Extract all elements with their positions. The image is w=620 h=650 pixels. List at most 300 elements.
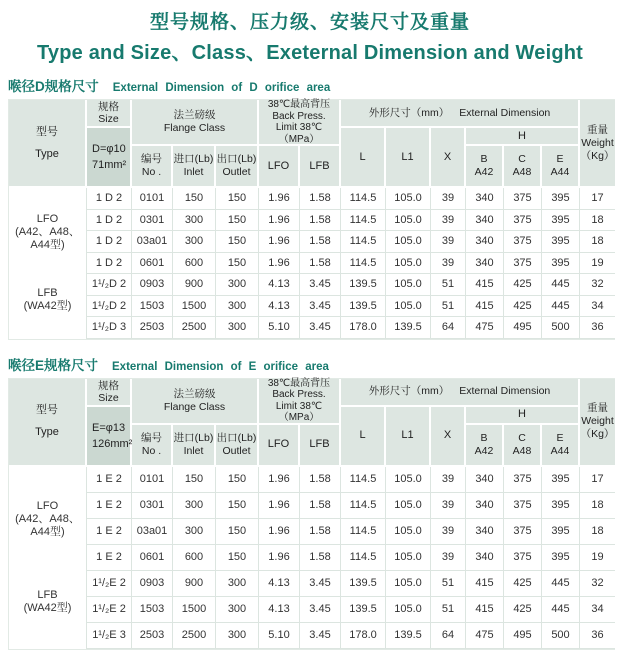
header-inlet-zh: 进口(Lb) bbox=[173, 153, 214, 165]
table-cell: 445 bbox=[542, 296, 580, 318]
header-lfb: LFB bbox=[300, 146, 341, 188]
section-d-title-en: External Dimension of D orifice area bbox=[112, 82, 331, 94]
table-cell: 39 bbox=[431, 253, 466, 275]
header-ext-en: External Dimension bbox=[459, 385, 551, 397]
table-cell: 105.0 bbox=[386, 274, 431, 296]
table-cell: 0101 bbox=[132, 467, 173, 493]
table-cell: 0301 bbox=[132, 493, 173, 519]
header-back-l2: Back Press. bbox=[272, 110, 326, 122]
header-A48: A48 bbox=[512, 444, 532, 457]
header-type-zh: 型号 bbox=[36, 404, 58, 416]
table-cell: 114.5 bbox=[341, 188, 386, 210]
header-inlet-zh: 进口(Lb) bbox=[173, 431, 214, 444]
page-title-en: Type and Size、Class、Exeternal Dimension and Weight bbox=[36, 42, 584, 64]
table-cell: 1.58 bbox=[300, 467, 341, 493]
table-cell: 475 bbox=[466, 623, 504, 649]
table-cell: 1 D 2 bbox=[87, 210, 132, 232]
table-cell: 1.96 bbox=[259, 210, 300, 232]
header-E: E bbox=[556, 431, 564, 444]
table-cell: 395 bbox=[542, 493, 580, 519]
table-cell: 375 bbox=[504, 493, 542, 519]
table-cell: 495 bbox=[504, 317, 542, 339]
header-back-l3: Limit 38℃ bbox=[275, 400, 323, 412]
header-lfb: LFB bbox=[300, 425, 341, 467]
table-cell: 105.0 bbox=[386, 597, 431, 623]
header-weight-zh: 重量 bbox=[587, 123, 608, 136]
header-size bbox=[87, 379, 132, 407]
table-cell: 0601 bbox=[132, 545, 173, 571]
table-cell: 1500 bbox=[173, 597, 216, 623]
header-flange-zh: 法兰磅级 bbox=[173, 109, 216, 121]
table-cell: 475 bbox=[466, 317, 504, 339]
header-outlet-en: Outlet bbox=[222, 444, 251, 457]
table-cell: 395 bbox=[542, 231, 580, 253]
header-L: L bbox=[341, 128, 386, 188]
table-cell: 150 bbox=[216, 253, 259, 275]
header-weight bbox=[580, 379, 615, 467]
header-H: H bbox=[466, 128, 580, 146]
type-group bbox=[15, 213, 80, 252]
header-no bbox=[132, 425, 173, 467]
table-cell: 1 E 2 bbox=[87, 467, 132, 493]
header-B-A42 bbox=[466, 146, 504, 188]
table-cell: 445 bbox=[542, 274, 580, 296]
table-cell: 03a01 bbox=[132, 231, 173, 253]
table-cell: 1¹/₂D 2 bbox=[87, 274, 132, 296]
table-cell: 415 bbox=[466, 296, 504, 318]
table-cell: 1.58 bbox=[300, 231, 341, 253]
table-cell: 18 bbox=[580, 519, 615, 545]
table-cell: 395 bbox=[542, 210, 580, 232]
header-outlet bbox=[216, 425, 259, 467]
table-cell: 600 bbox=[173, 253, 216, 275]
table-cell: 415 bbox=[466, 597, 504, 623]
size-area: 71mm² bbox=[92, 159, 127, 171]
table-cell: 1 D 2 bbox=[87, 231, 132, 253]
table-cell: 0601 bbox=[132, 253, 173, 275]
header-flange-zh: 法兰磅级 bbox=[173, 387, 216, 400]
header-inlet-en: Inlet bbox=[183, 444, 204, 457]
header-size-value bbox=[87, 128, 132, 188]
table-cell: 18 bbox=[580, 210, 615, 232]
table-cell: 2500 bbox=[173, 317, 216, 339]
table-cell: 300 bbox=[173, 519, 216, 545]
table-cell: 425 bbox=[504, 274, 542, 296]
table-cell: 1500 bbox=[173, 296, 216, 318]
table-cell: 39 bbox=[431, 231, 466, 253]
type-group-line: LFB bbox=[37, 589, 58, 602]
table-cell: 2503 bbox=[132, 317, 173, 339]
table-cell: 340 bbox=[466, 210, 504, 232]
table-cell: 1¹/₂E 2 bbox=[87, 597, 132, 623]
header-lfo: LFO bbox=[259, 146, 300, 188]
table-cell: 150 bbox=[216, 467, 259, 493]
header-size-zh: 规格 bbox=[98, 379, 119, 392]
table-cell: 105.0 bbox=[386, 467, 431, 493]
table-cell: 19 bbox=[580, 253, 615, 275]
table-cell: 105.0 bbox=[386, 210, 431, 232]
header-X: X bbox=[431, 128, 466, 188]
table-cell: 150 bbox=[216, 210, 259, 232]
header-L: L bbox=[341, 407, 386, 467]
table-cell: 0903 bbox=[132, 274, 173, 296]
header-inlet bbox=[173, 146, 216, 188]
header-inlet bbox=[173, 425, 216, 467]
header-size-en: Size bbox=[98, 113, 119, 125]
table-cell: 34 bbox=[580, 597, 615, 623]
header-back-l4: （MPa） bbox=[278, 412, 320, 423]
header-H: H bbox=[466, 407, 580, 425]
header-outlet-zh: 出口(Lb) bbox=[216, 153, 257, 165]
table-cell: 1 D 2 bbox=[87, 253, 132, 275]
header-weight-zh: 重量 bbox=[587, 402, 608, 414]
table-cell: 300 bbox=[216, 571, 259, 597]
table-e-orifice bbox=[8, 378, 615, 650]
table-cell: 1.58 bbox=[300, 210, 341, 232]
table-cell: 2503 bbox=[132, 623, 173, 649]
header-A42: A42 bbox=[474, 166, 494, 178]
table-cell: 340 bbox=[466, 231, 504, 253]
table-cell: 2500 bbox=[173, 623, 216, 649]
table-cell: 3.45 bbox=[300, 623, 341, 649]
header-L1: L1 bbox=[386, 407, 431, 467]
table-cell: 105.0 bbox=[386, 571, 431, 597]
table-cell: 3.45 bbox=[300, 274, 341, 296]
type-group-line: (A42、A48、 bbox=[15, 512, 80, 525]
table-cell: 1.58 bbox=[300, 493, 341, 519]
table-cell: 375 bbox=[504, 519, 542, 545]
table-cell: 19 bbox=[580, 545, 615, 571]
table-cell: 105.0 bbox=[386, 231, 431, 253]
table-cell: 1.96 bbox=[259, 493, 300, 519]
header-ext-zh: 外形尺寸（mm） bbox=[368, 106, 450, 119]
table-cell: 105.0 bbox=[386, 519, 431, 545]
header-no-en: No . bbox=[141, 166, 162, 178]
table-cell: 03a01 bbox=[132, 519, 173, 545]
header-flange-class bbox=[132, 100, 259, 146]
table-cell: 3.45 bbox=[300, 296, 341, 318]
table-cell: 39 bbox=[431, 493, 466, 519]
type-group bbox=[15, 500, 80, 539]
table-cell: 139.5 bbox=[341, 571, 386, 597]
header-B-A42 bbox=[466, 425, 504, 467]
table-cell: 445 bbox=[542, 571, 580, 597]
table-cell: 1¹/₂E 3 bbox=[87, 623, 132, 649]
table-cell: 105.0 bbox=[386, 493, 431, 519]
header-A48: A48 bbox=[512, 166, 532, 178]
table-cell: 340 bbox=[466, 467, 504, 493]
section-e-title-zh: 喉径E规格尺寸 bbox=[8, 357, 99, 373]
table-cell: 150 bbox=[216, 231, 259, 253]
table-cell: 139.5 bbox=[341, 296, 386, 318]
table-cell: 1.96 bbox=[259, 231, 300, 253]
header-A42: A42 bbox=[474, 444, 494, 457]
header-E: E bbox=[556, 153, 564, 165]
table-cell: 395 bbox=[542, 253, 580, 275]
table-d-orifice bbox=[8, 99, 615, 340]
size-diameter: D=φ10 bbox=[92, 143, 126, 155]
header-back-l2: Back Press. bbox=[272, 389, 326, 400]
header-flange-en: Flange Class bbox=[163, 122, 226, 134]
table-cell: 64 bbox=[431, 317, 466, 339]
header-type-en: Type bbox=[35, 147, 59, 160]
header-flange-en: Flange Class bbox=[163, 400, 226, 413]
table-cell: 395 bbox=[542, 545, 580, 571]
header-no-en: No . bbox=[141, 444, 162, 457]
header-weight-kg: （Kg） bbox=[580, 428, 615, 440]
table-cell: 32 bbox=[580, 274, 615, 296]
type-group-line: LFO bbox=[36, 213, 59, 226]
header-E-A44 bbox=[542, 146, 580, 188]
table-cell: 39 bbox=[431, 519, 466, 545]
section-e-label bbox=[8, 354, 620, 374]
header-weight-en: Weight bbox=[581, 136, 614, 149]
table-cell: 105.0 bbox=[386, 296, 431, 318]
type-group-line: (A42、A48、 bbox=[15, 226, 80, 239]
table-cell: 51 bbox=[431, 571, 466, 597]
type-group-line: A44型) bbox=[30, 239, 65, 252]
size-diameter: E=φ13 bbox=[92, 421, 126, 434]
header-lfo: LFO bbox=[259, 425, 300, 467]
table-cell: 150 bbox=[216, 545, 259, 571]
table-cell: 17 bbox=[580, 467, 615, 493]
header-no-zh: 编号 bbox=[141, 431, 162, 444]
header-type-zh: 型号 bbox=[36, 125, 58, 138]
table-cell: 300 bbox=[216, 296, 259, 318]
table-cell: 1 E 2 bbox=[87, 493, 132, 519]
table-cell: 1.96 bbox=[259, 519, 300, 545]
table-cell: 18 bbox=[580, 493, 615, 519]
header-C-A48 bbox=[504, 425, 542, 467]
table-cell: 415 bbox=[466, 571, 504, 597]
table-cell: 139.5 bbox=[386, 317, 431, 339]
table-cell: 139.5 bbox=[341, 597, 386, 623]
table-cell: 1.96 bbox=[259, 467, 300, 493]
table-cell: 4.13 bbox=[259, 274, 300, 296]
table-cell: 375 bbox=[504, 253, 542, 275]
table-cell: 375 bbox=[504, 545, 542, 571]
header-back-l4: （MPa） bbox=[278, 133, 320, 145]
table-cell: 105.0 bbox=[386, 188, 431, 210]
table-cell: 114.5 bbox=[341, 467, 386, 493]
table-cell: 114.5 bbox=[341, 231, 386, 253]
table-cell: 445 bbox=[542, 597, 580, 623]
table-cell: 500 bbox=[542, 623, 580, 649]
table-cell: 300 bbox=[216, 597, 259, 623]
header-no bbox=[132, 146, 173, 188]
table-cell: 39 bbox=[431, 188, 466, 210]
table-cell: 425 bbox=[504, 296, 542, 318]
header-back-pressure bbox=[259, 379, 341, 425]
table-cell: 1.96 bbox=[259, 545, 300, 571]
section-e-title-en: External Dimension of E orifice area bbox=[112, 360, 329, 373]
table-cell: 64 bbox=[431, 623, 466, 649]
table-cell: 1.58 bbox=[300, 253, 341, 275]
table-cell: 150 bbox=[216, 519, 259, 545]
type-group-line: A44型) bbox=[30, 525, 65, 538]
header-outlet bbox=[216, 146, 259, 188]
header-outlet-en: Outlet bbox=[222, 166, 251, 178]
table-cell: 1 D 2 bbox=[87, 188, 132, 210]
type-group-line: LFO bbox=[36, 499, 59, 512]
table-cell: 114.5 bbox=[341, 210, 386, 232]
header-L1: L1 bbox=[386, 128, 431, 188]
table-cell: 4.13 bbox=[259, 597, 300, 623]
table-cell: 0903 bbox=[132, 571, 173, 597]
table-cell: 105.0 bbox=[386, 253, 431, 275]
section-d-title-zh: 喉径D规格尺寸 bbox=[8, 79, 99, 94]
type-group-cell bbox=[9, 467, 87, 649]
header-X: X bbox=[431, 407, 466, 467]
header-B: B bbox=[480, 431, 488, 444]
table-cell: 1.96 bbox=[259, 188, 300, 210]
table-cell: 300 bbox=[173, 493, 216, 519]
table-cell: 114.5 bbox=[341, 493, 386, 519]
header-external-dimension bbox=[341, 379, 580, 407]
section-d-label bbox=[8, 75, 620, 95]
header-ext-zh: 外形尺寸（mm） bbox=[368, 385, 450, 397]
table-cell: 375 bbox=[504, 188, 542, 210]
table-cell: 150 bbox=[173, 188, 216, 210]
header-size bbox=[87, 100, 132, 128]
table-cell: 1.58 bbox=[300, 188, 341, 210]
table-cell: 495 bbox=[504, 623, 542, 649]
table-cell: 51 bbox=[431, 597, 466, 623]
table-cell: 340 bbox=[466, 188, 504, 210]
table-cell: 1¹/₂D 3 bbox=[87, 317, 132, 339]
type-group-cell bbox=[9, 188, 87, 339]
table-cell: 39 bbox=[431, 467, 466, 493]
table-cell: 51 bbox=[431, 296, 466, 318]
table-cell: 415 bbox=[466, 274, 504, 296]
table-cell: 375 bbox=[504, 467, 542, 493]
table-cell: 39 bbox=[431, 210, 466, 232]
type-group-line: (WA42型) bbox=[23, 602, 72, 615]
table-cell: 1¹/₂E 2 bbox=[87, 571, 132, 597]
table-cell: 900 bbox=[173, 571, 216, 597]
header-back-l3: Limit 38℃ bbox=[275, 122, 323, 133]
table-cell: 18 bbox=[580, 231, 615, 253]
table-cell: 300 bbox=[173, 210, 216, 232]
title-block bbox=[0, 0, 620, 65]
table-cell: 1503 bbox=[132, 296, 173, 318]
table-cell: 500 bbox=[542, 317, 580, 339]
table-cell: 375 bbox=[504, 231, 542, 253]
header-size-en: Size bbox=[98, 391, 119, 404]
table-cell: 300 bbox=[173, 231, 216, 253]
table-cell: 0101 bbox=[132, 188, 173, 210]
table-cell: 114.5 bbox=[341, 253, 386, 275]
table-cell: 395 bbox=[542, 519, 580, 545]
type-group bbox=[24, 589, 72, 615]
table-cell: 178.0 bbox=[341, 317, 386, 339]
header-A44: A44 bbox=[550, 166, 570, 178]
header-flange-class bbox=[132, 379, 259, 425]
table-cell: 17 bbox=[580, 188, 615, 210]
header-back-l1: 38℃最高背压 bbox=[267, 99, 331, 110]
header-back-pressure bbox=[259, 100, 341, 146]
table-cell: 1.58 bbox=[300, 519, 341, 545]
table-cell: 1.58 bbox=[300, 545, 341, 571]
table-cell: 150 bbox=[216, 493, 259, 519]
table-cell: 105.0 bbox=[386, 545, 431, 571]
table-cell: 34 bbox=[580, 296, 615, 318]
table-cell: 114.5 bbox=[341, 545, 386, 571]
table-cell: 4.13 bbox=[259, 296, 300, 318]
table-cell: 139.5 bbox=[341, 274, 386, 296]
header-C: C bbox=[518, 153, 526, 165]
table-cell: 150 bbox=[173, 467, 216, 493]
header-outlet-zh: 出口(Lb) bbox=[216, 431, 257, 444]
table-cell: 900 bbox=[173, 274, 216, 296]
table-cell: 375 bbox=[504, 210, 542, 232]
type-group-line: (WA42型) bbox=[23, 300, 72, 313]
table-cell: 36 bbox=[580, 623, 615, 649]
table-cell: 300 bbox=[216, 623, 259, 649]
table-cell: 340 bbox=[466, 545, 504, 571]
header-inlet-en: Inlet bbox=[183, 166, 204, 178]
table-cell: 139.5 bbox=[386, 623, 431, 649]
table-cell: 1503 bbox=[132, 597, 173, 623]
table-cell: 340 bbox=[466, 493, 504, 519]
type-group-line: LFB bbox=[37, 287, 58, 300]
table-cell: 51 bbox=[431, 274, 466, 296]
header-size-zh: 规格 bbox=[98, 101, 119, 113]
table-cell: 1 E 2 bbox=[87, 519, 132, 545]
header-ext-en: External Dimension bbox=[459, 106, 551, 119]
header-A44: A44 bbox=[550, 444, 570, 457]
header-weight-kg: （Kg） bbox=[580, 149, 615, 162]
table-cell: 395 bbox=[542, 188, 580, 210]
header-back-l1: 38℃最高背压 bbox=[267, 377, 331, 389]
table-cell: 300 bbox=[216, 317, 259, 339]
table-cell: 36 bbox=[580, 317, 615, 339]
header-B: B bbox=[480, 153, 488, 165]
header-type-en: Type bbox=[35, 426, 59, 438]
table-cell: 114.5 bbox=[341, 519, 386, 545]
table-cell: 600 bbox=[173, 545, 216, 571]
table-cell: 0301 bbox=[132, 210, 173, 232]
header-C: C bbox=[518, 431, 526, 444]
type-group bbox=[24, 287, 72, 313]
page-title-zh: 型号规格、压力级、安装尺寸及重量 bbox=[149, 12, 470, 33]
header-external-dimension bbox=[341, 100, 580, 128]
table-cell: 300 bbox=[216, 274, 259, 296]
header-C-A48 bbox=[504, 146, 542, 188]
table-cell: 340 bbox=[466, 253, 504, 275]
table-cell: 39 bbox=[431, 545, 466, 571]
header-type bbox=[9, 379, 87, 467]
table-cell: 1.96 bbox=[259, 253, 300, 275]
table-cell: 395 bbox=[542, 467, 580, 493]
header-weight-en: Weight bbox=[581, 415, 614, 427]
header-size-value bbox=[87, 407, 132, 467]
table-cell: 4.13 bbox=[259, 571, 300, 597]
table-cell: 425 bbox=[504, 571, 542, 597]
table-cell: 178.0 bbox=[341, 623, 386, 649]
table-cell: 5.10 bbox=[259, 623, 300, 649]
table-cell: 3.45 bbox=[300, 597, 341, 623]
table-cell: 32 bbox=[580, 571, 615, 597]
table-cell: 425 bbox=[504, 597, 542, 623]
table-cell: 5.10 bbox=[259, 317, 300, 339]
table-cell: 1¹/₂D 2 bbox=[87, 296, 132, 318]
table-cell: 3.45 bbox=[300, 317, 341, 339]
header-type bbox=[9, 100, 87, 188]
table-cell: 1 E 2 bbox=[87, 545, 132, 571]
table-cell: 3.45 bbox=[300, 571, 341, 597]
table-cell: 150 bbox=[216, 188, 259, 210]
